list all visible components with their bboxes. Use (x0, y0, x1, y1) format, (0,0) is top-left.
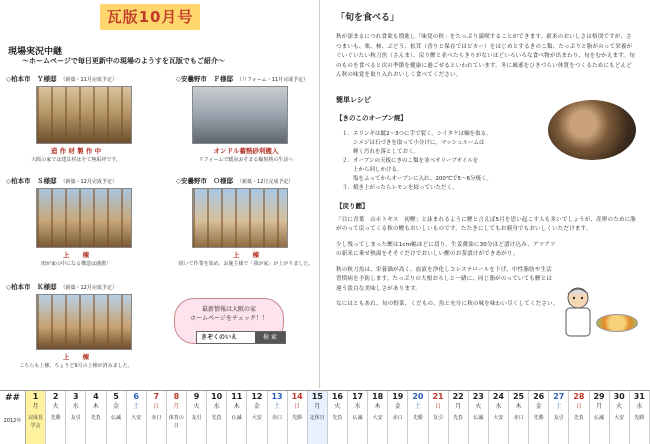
calendar-day: 3 水 友引 (66, 391, 86, 444)
site-note: （新築・12月完成予定） (237, 179, 294, 185)
calendar-day: 16 火 先負 (328, 391, 348, 444)
issue-title: 瓦版10月号 (100, 4, 200, 30)
chef-illustration-icon (556, 284, 600, 340)
site-title: ◇安曇野市 Ｆ様邸 (176, 75, 233, 83)
calendar-day: 21 日 友引 (429, 391, 449, 444)
calendar-day: 12 金 大安 (247, 391, 267, 444)
site-card (176, 74, 316, 163)
calendar-day: 10 水 先負 (207, 391, 227, 444)
site-caption: 上 棟 (63, 353, 89, 361)
calendar-day: 30 火 大安 (610, 391, 630, 444)
recipe-label: 簡単レシピ (336, 95, 371, 104)
calendar-day: 24 水 大安 (489, 391, 509, 444)
recipe-step: １．エリンギは縦2～3つに手で裂く。シイタケは軸を取る。 (342, 130, 492, 137)
recipe2-paragraph: 「目に青葉 山ホトギス 初鰹」と詠まれるように鰹と言えば5月を思い起こす人も多いでしょうが、産卵のために脂がのって戻ってくる秋の鰹もおいしいものです。たたきにしてもお刺身でもおいしくいただけます。 (336, 216, 636, 232)
site-title: ◇安曇野市 Ｏ様邸 (176, 177, 233, 185)
calendar-strip (0, 390, 650, 444)
calendar-day: 14 日 先勝 (288, 391, 308, 444)
site-caption: 上 棟 (233, 251, 259, 259)
calendar-day: 20 土 先勝 (408, 391, 428, 444)
recipe-step: ２．オーブンの天板にきのこ類を並べオリーブオイルを (342, 157, 479, 164)
calendar-day: 1 月 完成見学会 (26, 391, 46, 444)
calendar-day: 23 火 仏滅 (469, 391, 489, 444)
calendar-header-mark: ## (4, 393, 21, 403)
site-caption: オンドル蓄熱砂利搬入 (213, 147, 279, 155)
calendar-day: 9 火 友引 (187, 391, 207, 444)
calendar-day: 31 水 先勝 (630, 391, 650, 444)
site-card (6, 282, 146, 369)
calendar-day: 2 火 先勝 (46, 391, 66, 444)
site-photo (192, 86, 288, 144)
calendar-day: 8 月 体育の日 (167, 391, 187, 444)
site-title: ◇柏本市 Ｙ様邸 (6, 75, 57, 83)
section-title: 現場実況中継 (8, 47, 63, 57)
article-title: 「旬を食べる」 (336, 13, 400, 23)
site-caption: 上 棟 (63, 251, 89, 259)
calendar-day: 18 木 大安 (368, 391, 388, 444)
site-photo (36, 294, 132, 350)
calendar-day: 11 木 仏滅 (227, 391, 247, 444)
site-desc: こちらも上棟。ちょうど9月の上棟が済みました。 (19, 363, 133, 369)
right-column (320, 0, 650, 388)
site-note: （新築・12月完成予定） (60, 285, 117, 291)
site-photo (36, 188, 132, 248)
calendar-day: 13 土 赤口 (268, 391, 288, 444)
search-button[interactable]: 検 索 (255, 332, 285, 343)
search-query[interactable]: きぞくのいえ (201, 334, 238, 341)
calendar-day: 26 金 先勝 (529, 391, 549, 444)
mushroom-photo (548, 100, 636, 160)
calendar-day: 17 水 仏滅 (348, 391, 368, 444)
calendar-day: 22 月 先負 (449, 391, 469, 444)
closing-text: なにはともあれ、旬の野菜、くだもの、魚と充分に秋の味を味わい尽くしてください。 (336, 301, 559, 307)
article-intro: 秋が深まるにつれ食欲も増進し「味覚の秋」をたっぷり満喫することができます。新米のおいしさは格別ですが、さつまいも、栗、柿、ぶどう、松茸（香りと保存ではピカー）をはじめとするきのこ類、たっぷりと脂がのって栄養がぐいぐいたい秋刀魚（さんま）、戻り鰹と並べたらきりがないほどいろいろな食べ物が出まわり、旬をむかえます。旬のものを食べると次の季節を健康に過ごせるといわれています。冬に風邪をひきづらい体質をつくるためにもどんどん秋の味覚を取り入れおいしく食べてください。 (336, 34, 635, 78)
search-box[interactable] (196, 331, 286, 344)
calendar-day: 25 木 赤口 (509, 391, 529, 444)
recipe1-title: 【きのこのオーブン焼】 (336, 113, 407, 122)
site-note: （リフォーム・11月完成予定） (237, 77, 309, 83)
recipe-step: ３．焼き上がったらレモンを絞っていただく。 (342, 184, 458, 191)
calendar-day: 29 月 仏滅 (590, 391, 610, 444)
site-note: （新築・11月完成予定） (60, 77, 117, 83)
site-card (6, 176, 146, 267)
calendar-day: 6 土 大安 (127, 391, 147, 444)
site-title: ◇柏本市 Ｓ様邸 (6, 177, 57, 185)
site-title: ◇柏本市 Ｋ様邸 (6, 283, 57, 291)
calendar-year: 2012年 (3, 418, 22, 424)
calendar-day: 28 日 先負 (569, 391, 589, 444)
site-card (176, 176, 316, 267)
site-desc: 大阪の家では建具材は全て無垢材です。 (31, 157, 121, 163)
recipe-step: 塩をふってからオーブンに入れ、200℃で5～6分焼く。 (342, 175, 492, 182)
calendar-day: 27 土 友引 (549, 391, 569, 444)
recipe-step: 上から回しかける。 (342, 166, 403, 173)
calendar-header (0, 391, 26, 444)
section-subtitle: ～ホームページで毎日更新中の現場のようすを瓦版でもご紹介～ (22, 57, 225, 65)
promo-line-1: 最新情報は大阪の家 (201, 306, 256, 313)
calendar-day: 15 月 定休日 (308, 391, 328, 444)
recipe2-title: 【戻り鰹】 (336, 201, 369, 210)
calendar-day: 7 日 赤口 (147, 391, 167, 444)
site-desc: 雨が家の中になる構造は感激！ (40, 261, 111, 267)
calendar-day: 5 金 仏滅 (107, 391, 127, 444)
recipe1-steps (336, 130, 536, 193)
site-note: （新築・12月完成予定） (60, 179, 117, 185)
site-desc: リフォームで暖房おそまる輻射熱の生活へ (198, 157, 294, 163)
promo-line-2: ホームページをチェック！！ (190, 315, 268, 322)
calendar-day: 19 金 赤口 (388, 391, 408, 444)
recipe-step: シメジは石づきを取って小分けに。マッシュルームは (342, 139, 485, 146)
site-photo (36, 86, 132, 144)
site-caption: 造 作 材 製 作 中 (50, 147, 102, 155)
calendar-day: 4 木 先負 (86, 391, 106, 444)
recipe2-paragraph: 秋の秋刀魚は、栄養価が高く、血液を浄化しコレステロールを下げ、中性脂肪や生活習慣病を予防します。たっぷりの大根おろしと一緒に、同じ脂がのっていても鰹とは違う淡白な美味しさがあります。 (336, 266, 553, 292)
site-desc: 続いて作業を始め、お施主様で「我が家」が上がりました。 (178, 261, 314, 267)
left-column (0, 0, 320, 388)
recipe2-paragraph: 少し残ってしまった鰹は1cm幅ほどに切り、生姜醤油に30分ほど漬け込み、アツアツの新米に乗せ熱湯をそそぐだけでおいしい鰹のお茶漬けができあがり。 (336, 241, 556, 257)
recipe-step: 軽く汚れを落としておく。 (342, 148, 419, 155)
site-photo (192, 188, 288, 248)
food-plate-icon (596, 314, 638, 332)
site-card (6, 74, 146, 163)
